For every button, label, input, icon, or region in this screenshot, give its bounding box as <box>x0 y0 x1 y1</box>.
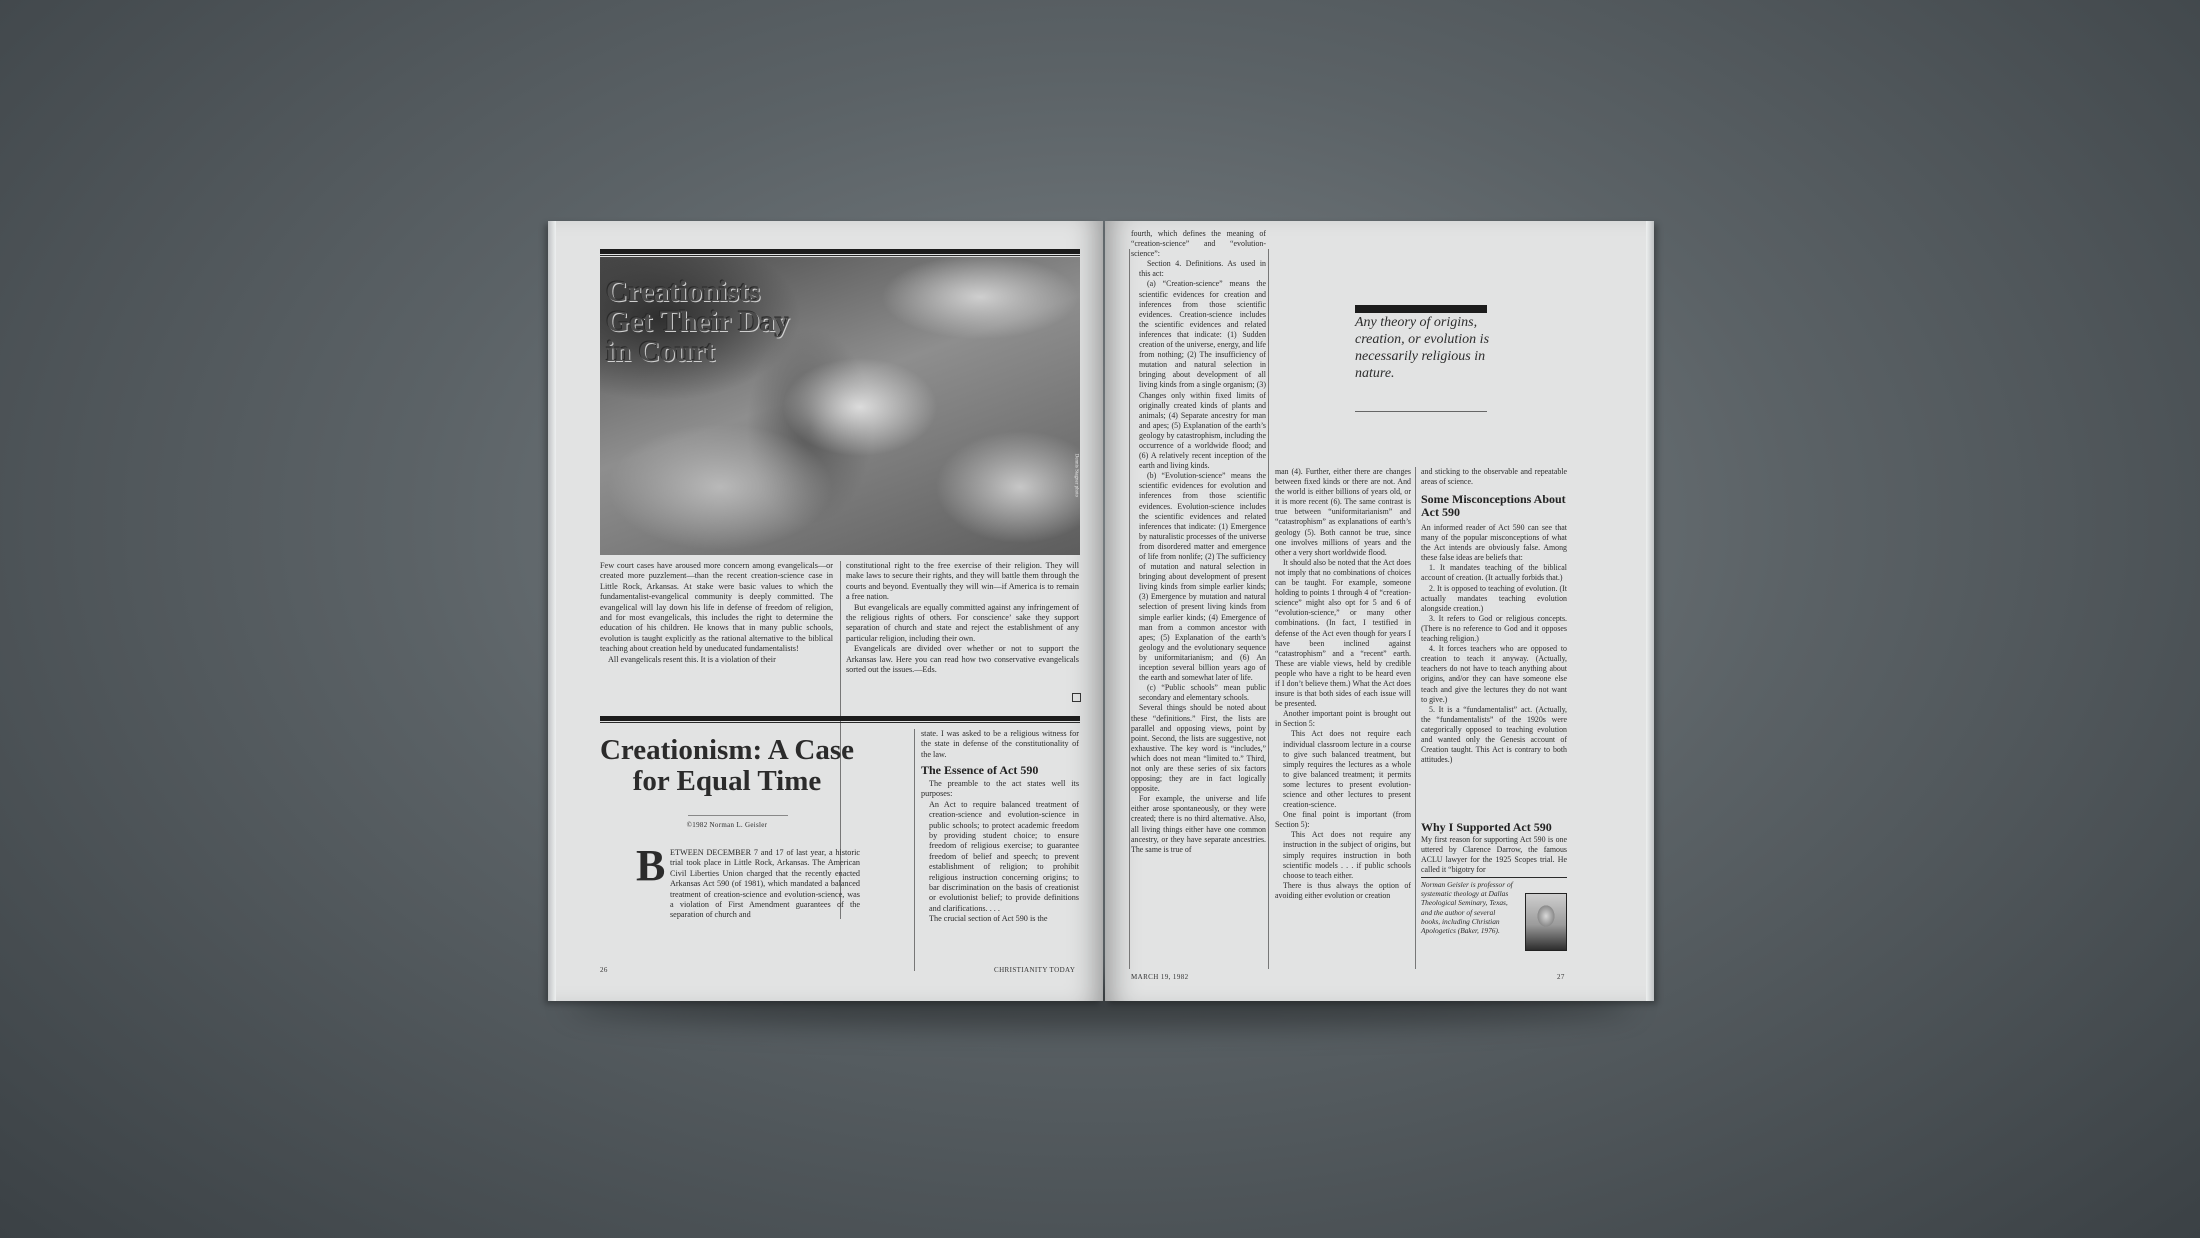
misconception-item: 2. It is opposed to teaching of evolution. (It actually mandates teaching evolution alongside creation.) <box>1421 583 1567 613</box>
photo-credit: Dennis Stagner photo <box>1073 453 1078 497</box>
intro-column-2 <box>846 561 1079 675</box>
body-paragraph: fourth, which defines the meaning of “creation-science” and “evolution-science”: <box>1131 229 1266 259</box>
act-section-quote: (c) “Public schools” mean public secondary and elementary schools. <box>1139 683 1266 703</box>
middle-column <box>1275 467 1411 901</box>
act-section-quote: Section 4. Definitions. As used in this act: <box>1139 259 1266 279</box>
intro-paragraph: Few court cases have aroused more concern among evangelicals—or created more puzzlement—than the recent creation-science case in Little Rock, Arkansas. At stake were basic values to which the fundamentalist-evangelical community is deeply committed. The evangelical will lay down his life in defense of freedom of religion, and for most evangelicals, this includes the right to determine the education of his children. He knows that in many public schools, evolution is taught explicitly as the rational alternative to the biblical teaching about creation held by uneducated fundamentalists! <box>600 561 833 654</box>
top-rule-thin <box>600 255 1080 256</box>
cloud-photo <box>600 257 1080 555</box>
body-paragraph: There is thus always the option of avoiding either evolution or creation <box>1275 880 1411 900</box>
body-paragraph: man (4). Further, either there are changes between fixed kinds or there are not. And the world is either billions of years old, or it is more recent (6). The same contrast is true between “uniformitarianism” and “catastrophism” as explanations of earth’s geology (5). Both cannot be true, since one involves millions of years and the other a very short worldwide flood. <box>1275 467 1411 557</box>
right-column-top <box>1421 467 1567 487</box>
body-paragraph: Another important point is brought out in Section 5: <box>1275 709 1411 729</box>
body-paragraph: An informed reader of Act 590 can see that many of the popular misconceptions of what the Act intends are obviously false. Among these false ideas are beliefs that: <box>1421 523 1567 563</box>
column-divider <box>1129 249 1130 969</box>
hero-title: Creationists Get Their Day in Court <box>606 275 790 368</box>
intro-paragraph: Evangelicals are divided over whether or not to support the Arkansas law. Here you can read how two conservative evangelicals sorted out the issues.—Eds. <box>846 644 1079 675</box>
pull-quote-bar <box>1355 305 1487 313</box>
article-column-right <box>921 729 1079 760</box>
pull-quote-rule <box>1355 411 1487 412</box>
right-page <box>1105 221 1654 1001</box>
subhead-essence: The Essence of Act 590 <box>921 763 1039 777</box>
intro-paragraph: All evangelicals resent this. It is a violation of their <box>608 654 776 664</box>
intro-column-1 <box>600 561 833 665</box>
title-underline <box>688 815 788 816</box>
bio-rule <box>1421 877 1567 878</box>
body-paragraph: My first reason for supporting Act 590 is one uttered by Clarence Darrow, the famous ACLU lawyer for the 1925 Scopes trial. He called it “bigotry for <box>1421 835 1567 875</box>
left-page <box>548 221 1103 1001</box>
act-section-quote: (b) “Evolution-science” means the scientific evidences for evolution and inferences from those scientific evidences. Evolution-science includes the scientific evidences and related inferences that indicate: (1) Emergence by naturalistic processes of the universe from disordered matter and emergence of life from nonlife; (2) The sufficiency of mutation and natural selection in bringing about development of present living kinds from simple earlier kinds; (3) Emergence by mutation and natural selection of present living kinds from simple earlier kinds; (4) Emergence of man from a common ancestor with apes; (5) Explanation of the earth’s geology and the evolutionary sequence by uniformitarianism; and (6) An inception several billion years ago of the earth and somewhat later of life. <box>1139 471 1266 683</box>
article-paragraph: The preamble to the act states well its purposes: <box>921 779 1079 799</box>
magazine-name: CHRISTIANITY TODAY <box>994 966 1076 974</box>
misconception-item: 1. It mandates teaching of the biblical account of creation. (It actually forbids that.) <box>1421 563 1567 583</box>
body-paragraph: Several things should be noted about these “definitions.” First, the lists are parallel and opposing views, point by point. Second, the lists are suggestive, not exhaustive. The key word is “includes,” which does not mean “limited to.” Third, not only are these series of six factors opposing; they are in fact logically opposite. <box>1131 703 1266 794</box>
issue-date: MARCH 19, 1982 <box>1131 973 1189 981</box>
body-paragraph: and sticking to the observable and repeatable areas of science. <box>1421 467 1567 487</box>
article-paragraph: state. I was asked to be a religious witness for the state in defense of the constitutionality of the law. <box>921 729 1079 759</box>
article-lead: ETWEEN DECEMBER 7 and 17 of last year, a historic trial took place in Little Rock, Arkansas. The American Civil Liberties Union charged that the recently enacted Arkansas Act 590 (of 1981), which mandated a balanced treatment of creation-science and evolution-science, was a violation of First Amendment guarantees of the separation of church and <box>670 848 860 920</box>
misconception-item: 5. It is a “fundamentalist” act. (Actually, the “fundamentalists” of the 1920s were categorically opposed to teaching evolution and wanted only the Genesis account of Creation taught. This Act is contrary to both attitudes.) <box>1421 704 1567 765</box>
intro-paragraph: But evangelicals are equally committed against any infringement of the religious rights of others. For conscience’ sake they support separation of church and state and reject the establishment of any particular religion, including their own. <box>846 602 1079 643</box>
article-rule-thin <box>600 722 1080 723</box>
subhead-why-supported: Why I Supported Act 590 <box>1421 820 1552 834</box>
subhead-misconceptions: Some Misconceptions About Act 590 <box>1421 492 1566 519</box>
article-column-right-body <box>921 779 1079 925</box>
section-4-column <box>1131 229 1266 855</box>
byline: ©1982 Norman L. Geisler <box>686 821 768 829</box>
why-supported-paragraph <box>1421 835 1567 875</box>
drop-cap: B <box>636 841 666 890</box>
page-number: 27 <box>1557 973 1565 981</box>
intro-paragraph: constitutional right to the free exercise of their religion. They will make laws to secure their rights, and they will battle them through the courts and beyond. Eventually they will win—if America is to remain a free nation. <box>846 561 1079 602</box>
act-section-quote: (a) “Creation-science” means the scientific evidences for creation and inferences from those scientific evidences. Creation-science includes the scientific evidences and related inferences that indicate: (1) Sudden creation of the universe, energy, and life from nothing; (2) The insufficiency of mutation and natural selection in bringing about development of all living kinds from a single organism; (3) Changes only within fixed limits of originally created kinds of plants and animals; (4) Separate ancestry for man and apes; (5) Explanation of the earth’s geology by catastrophism, including the occurrence of a worldwide flood; and (6) A relatively recent inception of the earth and living kinds. <box>1139 279 1266 471</box>
article-lead-top <box>670 848 860 921</box>
column-divider <box>1268 249 1269 969</box>
misconceptions-list <box>1421 523 1567 765</box>
body-paragraph: One final point is important (from Section 5): <box>1275 810 1411 830</box>
article-paragraph: The crucial section of Act 590 is the <box>929 914 1048 924</box>
body-paragraph: For example, the universe and life either arose spontaneously, or they were created; there is no third alternative. Also, all living things either have one common ancestry, or they have separate ancestries. The same is true of <box>1131 794 1266 854</box>
column-divider <box>914 729 915 971</box>
magazine-spread <box>548 221 1654 1001</box>
page-edge <box>548 221 556 1001</box>
author-photo <box>1525 893 1567 951</box>
article-title: Creationism: A Case for Equal Time <box>599 734 854 797</box>
top-rule <box>600 249 1080 254</box>
article-rule <box>600 716 1080 721</box>
author-bio: Norman Geisler is professor of systematic theology at Dallas Theological Seminary, Texas, and the author of several books, including Christian Apologetics (Baker, 1976). <box>1421 880 1513 936</box>
end-mark <box>1072 693 1081 702</box>
body-paragraph: It should also be noted that the Act does not imply that no combinations of choices can be taught. For example, someone holding to points 1 through 4 of “creation-science” might also opt for 5 and 6 of “evolution-science,” or many other combinations. (In fact, I testified in defense of the Act even though for years I have been inclined against “catastrophism” and a “recent” earth. These are viable views, held by credible people who have a right to be heard even if I don’t believe them.) What the Act does insure is that both sides of each issue will be presented. <box>1275 557 1411 709</box>
page-number: 26 <box>600 966 608 974</box>
act-section-quote: This Act does not require each individual classroom lecture in a course to give such balanced treatment, but simply requires the lectures as a whole to give balanced treatment; it permits some lectures to present evolution-science and other lectures to present creation-science. <box>1283 729 1411 810</box>
page-edge <box>1646 221 1654 1001</box>
pull-quote: Any theory of origins, creation, or evolution is necessarily religious in nature. <box>1355 315 1490 381</box>
act-section-quote: This Act does not require any instruction in the subject of origins, but simply requires instruction in both scientific models . . . if public schools choose to teach either. <box>1283 830 1411 880</box>
column-divider <box>1415 467 1416 969</box>
act-preamble-quote: An Act to require balanced treatment of creation-science and evolution-science in public schools; to protect academic freedom by providing student choice; to ensure freedom of religious exercise; to guarantee freedom of belief and speech; to prevent establishment of religion; to prohibit religious instruction concerning origins; to bar discrimination on the basis of creationist or evolutionist belief; to provide definitions and clarifications. . . . <box>929 799 1079 913</box>
misconception-item: 3. It refers to God or religious concepts. (There is no reference to God and it opposes teaching religion.) <box>1421 613 1567 644</box>
misconception-item: 4. It forces teachers who are opposed to creation to teach it anyway. (Actually, teachers do not have to teach anything about origins, and/or they can have someone else teach and give the lectures they do not want to give.) <box>1421 644 1567 704</box>
